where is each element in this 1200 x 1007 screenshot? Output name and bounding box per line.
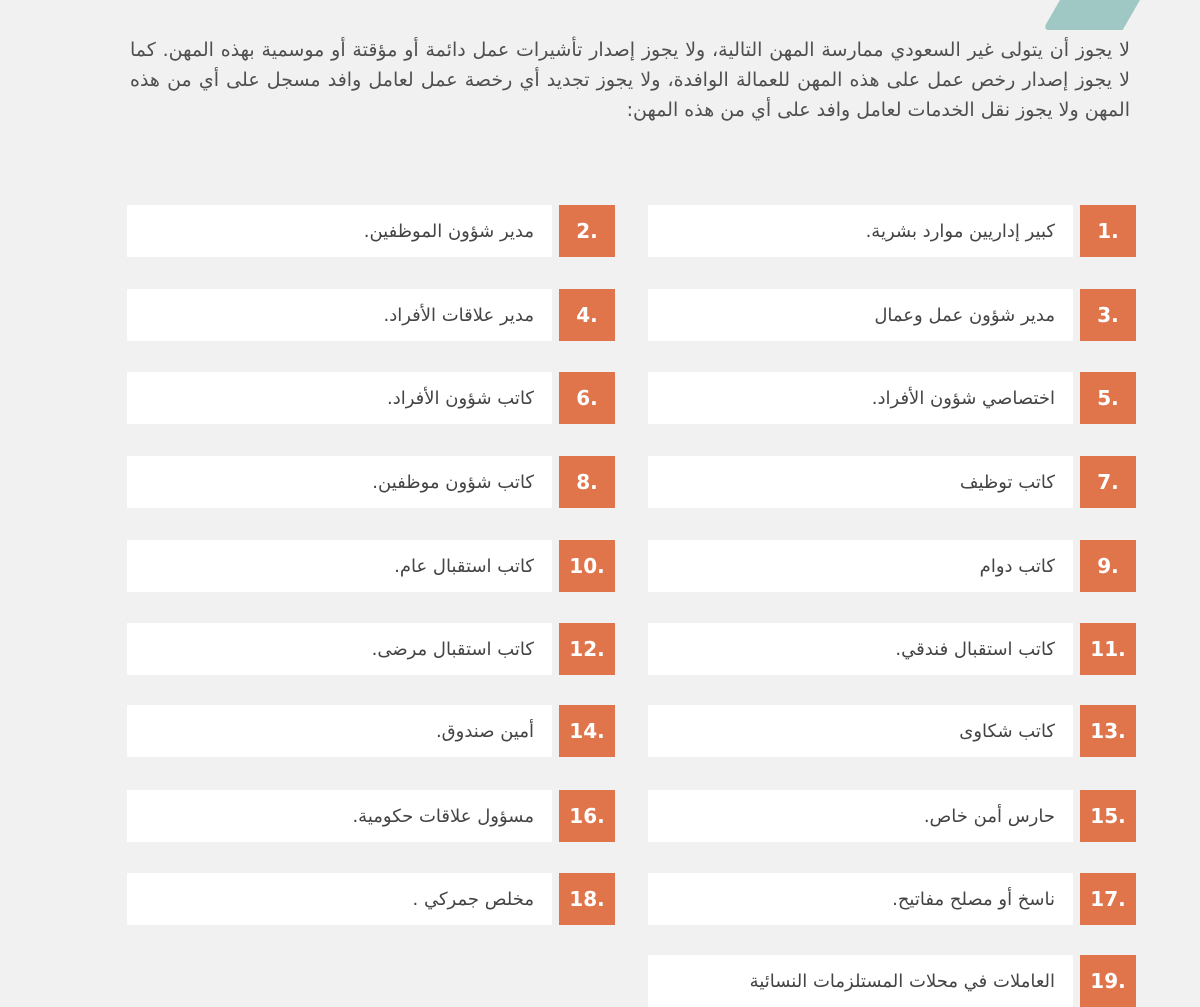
item-number-badge: 18.	[559, 873, 615, 925]
item-number-badge: 1.	[1080, 205, 1136, 257]
profession-label: أمين صندوق.	[127, 705, 552, 757]
profession-item	[648, 372, 1136, 424]
item-number-badge: 10.	[559, 540, 615, 592]
profession-item	[648, 456, 1136, 508]
profession-label: اختصاصي شؤون الأفراد.	[648, 372, 1073, 424]
item-number-badge: 6.	[559, 372, 615, 424]
profession-label: حارس أمن خاص.	[648, 790, 1073, 842]
profession-item	[648, 790, 1136, 842]
profession-item	[127, 790, 615, 842]
item-number-badge: 14.	[559, 705, 615, 757]
profession-label: كاتب شؤون موظفين.	[127, 456, 552, 508]
profession-label: مدير شؤون الموظفين.	[127, 205, 552, 257]
profession-label: مخلص جمركي .	[127, 873, 552, 925]
profession-item	[127, 372, 615, 424]
profession-label: مدير علاقات الأفراد.	[127, 289, 552, 341]
profession-label: مدير شؤون عمل وعمال	[648, 289, 1073, 341]
profession-label: كاتب استقبال عام.	[127, 540, 552, 592]
intro-paragraph: لا يجوز أن يتولى غير السعودي ممارسة المهن التالية، ولا يجوز إصدار تأشيرات عمل دائمة أو مؤقتة أو موسمية بهذه المهن. كما لا يجوز إصدار رخص عمل على هذه المهن للعمالة الوافدة، ولا يجوز تجديد أي رخصة عمل لعامل وافد مسجل على أي من هذه المهن ولا يجوز نقل الخدمات لعامل وافد على أي من هذه المهن:	[130, 39, 1130, 121]
profession-label: كاتب شكاوى	[648, 705, 1073, 757]
profession-label: كاتب شؤون الأفراد.	[127, 372, 552, 424]
item-number-badge: 5.	[1080, 372, 1136, 424]
profession-item	[648, 205, 1136, 257]
profession-item	[648, 540, 1136, 592]
profession-item	[127, 456, 615, 508]
profession-item	[127, 540, 615, 592]
item-number-badge: 19.	[1080, 955, 1136, 1007]
item-number-badge: 3.	[1080, 289, 1136, 341]
item-number-badge: 13.	[1080, 705, 1136, 757]
profession-item	[127, 289, 615, 341]
profession-item	[127, 705, 615, 757]
profession-label: كاتب استقبال فندقي.	[648, 623, 1073, 675]
profession-item	[648, 289, 1136, 341]
profession-item	[127, 873, 615, 925]
profession-label: ناسخ أو مصلح مفاتيح.	[648, 873, 1073, 925]
profession-item	[648, 705, 1136, 757]
item-number-badge: 17.	[1080, 873, 1136, 925]
profession-label: كاتب توظيف	[648, 456, 1073, 508]
item-number-badge: 16.	[559, 790, 615, 842]
profession-label: كاتب استقبال مرضى.	[127, 623, 552, 675]
item-number-badge: 11.	[1080, 623, 1136, 675]
profession-item	[648, 623, 1136, 675]
profession-label: كاتب دوام	[648, 540, 1073, 592]
item-number-badge: 12.	[559, 623, 615, 675]
profession-item	[648, 873, 1136, 925]
profession-label: كبير إداريين موارد بشرية.	[648, 205, 1073, 257]
item-number-badge: 8.	[559, 456, 615, 508]
item-number-badge: 7.	[1080, 456, 1136, 508]
item-number-badge: 2.	[559, 205, 615, 257]
item-number-badge: 9.	[1080, 540, 1136, 592]
profession-item	[127, 623, 615, 675]
profession-label: العاملات في محلات المستلزمات النسائية	[648, 955, 1073, 1007]
profession-label: مسؤول علاقات حكومية.	[127, 790, 552, 842]
profession-item	[127, 205, 615, 257]
item-number-badge: 15.	[1080, 790, 1136, 842]
profession-item	[648, 955, 1136, 1007]
item-number-badge: 4.	[559, 289, 615, 341]
